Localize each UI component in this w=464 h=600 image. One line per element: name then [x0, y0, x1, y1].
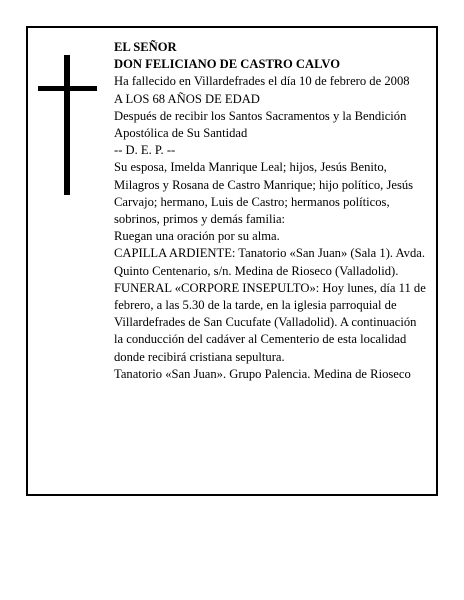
death-info: Ha fallecido en Villardefrades el día 10 de febrero de 2008 — [114, 74, 410, 89]
cross-icon-arm — [38, 86, 97, 91]
chapel-paragraph: CAPILLA ARDIENTE: Tanatorio «San Juan» (Sala 1). Avda. Quinto Centenario, s/n. Medina de Rioseco (Valladolid). — [114, 246, 426, 278]
cross-icon — [64, 55, 70, 195]
funeral-paragraph: FUNERAL «CORPORE INSEPULTO»: Hoy lunes, día 11 de febrero, a las 5.30 de la tarde, en la iglesia parroquial de Villardefrades de San Cucufate (Valladolid). A continuación la conducción del cadáver al Cementerio de esta localidad donde recibirá cristiana sepultura. — [114, 280, 426, 364]
funeral-home-line: Tanatorio «San Juan». Grupo Palencia. Medina de Rioseco — [114, 366, 411, 381]
heading-title: EL SEÑOR — [114, 40, 177, 54]
family-paragraph: Su esposa, Imelda Manrique Leal; hijos, Jesús Benito, Milagros y Rosana de Castro Manrique; hijo político, Jesús Carvajo; hermano, Luis de Castro; hermanos políticos, sobrinos, primos y demás familia: — [114, 160, 414, 227]
age-line: A LOS 68 AÑOS DE EDAD — [114, 91, 260, 106]
obituary-text — [114, 39, 426, 383]
deceased-name: DON FELICIANO DE CASTRO CALVO — [114, 57, 341, 72]
rip-line: -- D. E. P. -- — [114, 143, 176, 158]
prayer-line: Ruegan una oración por su alma. — [114, 229, 280, 244]
sacraments-line: Después de recibir los Santos Sacramentos y la Bendición Apostólica de Su Santidad — [114, 108, 407, 141]
